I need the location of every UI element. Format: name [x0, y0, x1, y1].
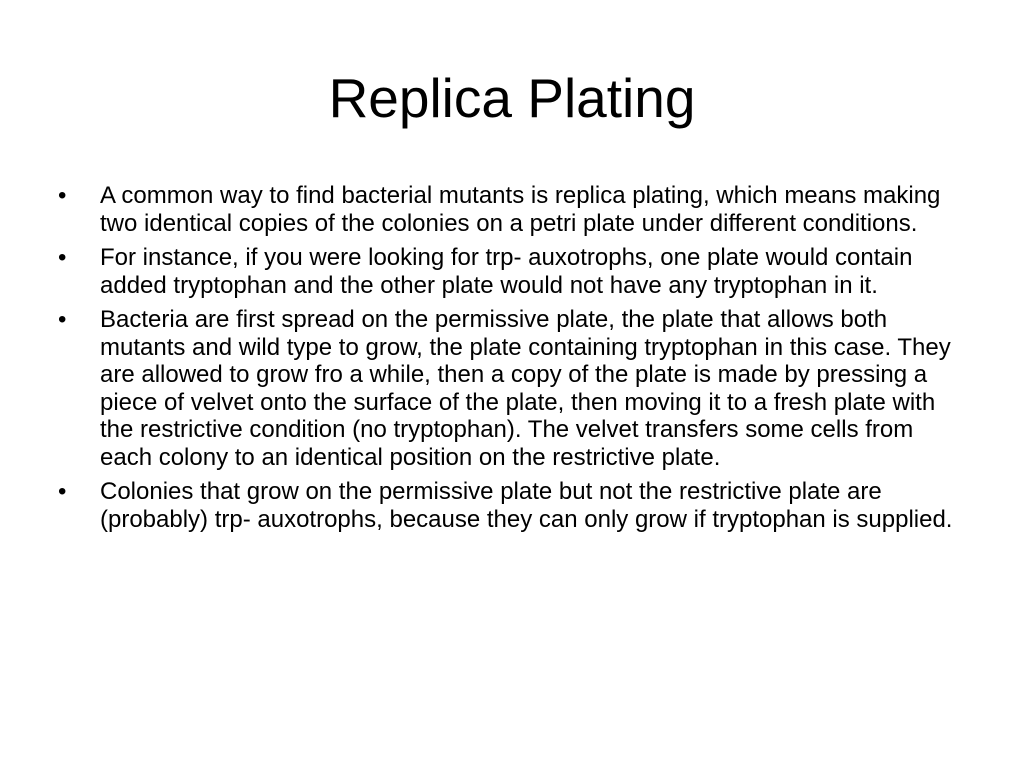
- bullet-text: Colonies that grow on the permissive plate but not the restrictive plate are (probably) trp- auxotrophs, because they can only grow if tryptophan is supplied.: [100, 478, 953, 533]
- bullet-marker: •: [58, 478, 67, 505]
- bullet-item: [58, 244, 968, 299]
- bullet-marker: •: [58, 182, 67, 209]
- bullet-item: [58, 182, 968, 237]
- bullet-text: Bacteria are first spread on the permissive plate, the plate that allows both mutants and wild type to grow, the plate containing tryptophan in this case. They are allowed to grow fro a while, then a copy of the plate is made by pressing a piece of velvet onto the surface of the plate, then moving it to a fresh plate with the restrictive condition (no tryptophan). The velvet transfers some cells from each colony to an identical position on the restrictive plate.: [100, 306, 951, 471]
- bullet-item: [58, 306, 968, 471]
- bullet-text: A common way to find bacterial mutants is replica plating, which means making two identical copies of the colonies on a petri plate under different conditions.: [100, 182, 941, 237]
- slide-title: Replica Plating: [328, 67, 696, 129]
- bullet-text: For instance, if you were looking for trp- auxotrophs, one plate would contain added tryptophan and the other plate would not have any tryptophan in it.: [100, 244, 913, 299]
- bullet-list: [58, 182, 968, 540]
- bullet-marker: •: [58, 306, 67, 333]
- bullet-item: [58, 478, 968, 533]
- bullet-marker: •: [58, 244, 67, 271]
